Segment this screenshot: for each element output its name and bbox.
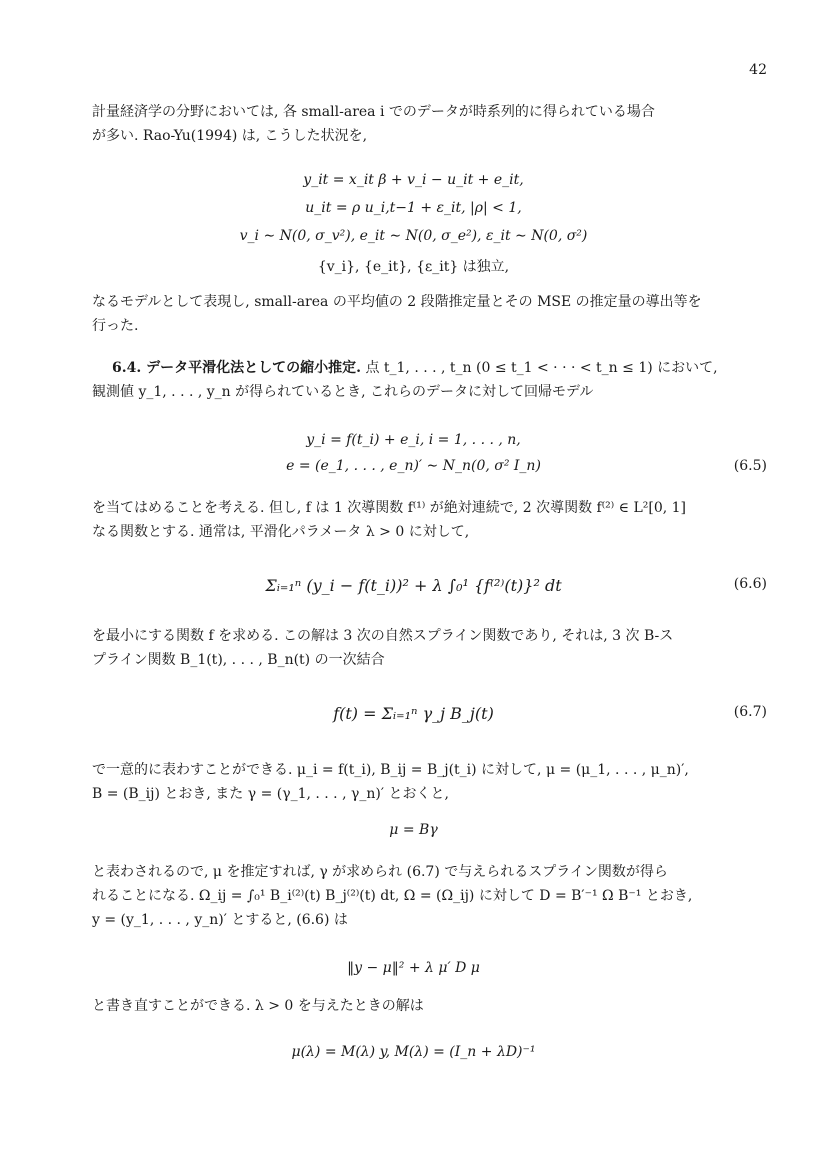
section-heading: 6.4. データ平滑化法としての縮小推定. xyxy=(112,360,361,376)
equation-6-5-line-1: y_i = f(t_i) + e_i, i = 1, . . . , n, xyxy=(306,432,521,448)
text-line: と書き直すことができる. λ > 0 を与えたときの解は xyxy=(92,998,424,1014)
text-line: 観測値 y_1, . . . , y_n が得られているとき, これらのデータに対して回帰モデル xyxy=(92,384,594,400)
text-line: 行った. xyxy=(92,318,139,334)
paragraph-spline-solution xyxy=(92,624,673,672)
equation-model-line-3: v_i ∼ N(0, σ_v²), e_it ∼ N(0, σ_e²), ε_it ∼ N(0, σ²) xyxy=(239,228,588,244)
text-line: れることになる. Ω_ij = ∫₀¹ B_i⁽²⁾(t) B_j⁽²⁾(t) dt, Ω = (Ω_ij) に対して D = B′⁻¹ Ω B⁻¹ とおき, xyxy=(92,888,693,904)
text-line: が多い. Rao-Yu(1994) は, こうした状況を, xyxy=(92,128,368,144)
text-line: で一意的に表わすことができる. μ_i = f(t_i), B_ij = B_j(t_i) に対して, μ = (μ_1, . . . , μ_n)′, xyxy=(92,762,689,778)
equation-model-line-2: u_it = ρ u_i,t−1 + ε_it, |ρ| < 1, xyxy=(305,200,522,216)
text-line: なるモデルとして表現し, small-area の平均値の 2 段階推定量とその MSE の推定量の導出等を xyxy=(92,294,702,310)
text-line: B = (B_ij) とおき, また γ = (γ_1, . . . , γ_n)′ とおくと, xyxy=(92,786,449,802)
paragraph-estimation xyxy=(92,860,692,932)
text-line: プライン関数 B_1(t), . . . , B_n(t) の一次結合 xyxy=(92,652,385,668)
paragraph-representation xyxy=(92,758,689,806)
equation-number-6-5: (6.5) xyxy=(733,458,767,474)
equation-mu: μ = Bγ xyxy=(389,822,438,838)
equation-solution: μ(λ) = M(λ) y, M(λ) = (I_n + λD)⁻¹ xyxy=(291,1044,536,1060)
section-6-4-cont xyxy=(92,380,593,404)
paragraph-model-description xyxy=(92,290,702,338)
section-first-line xyxy=(112,356,718,380)
equation-6-7: f(t) = Σᵢ₌₁ⁿ γ_j B_j(t) xyxy=(333,704,494,723)
equation-6-6: Σᵢ₌₁ⁿ (y_i − f(t_i))² + λ ∫₀¹ {f⁽²⁾(t)}² dt xyxy=(265,576,562,595)
text-line: なる関数とする. 通常は, 平滑化パラメータ λ > 0 に対して, xyxy=(92,524,470,540)
text-line: 計量経済学の分野においては, 各 small-area i でのデータが時系列的に得られている場合 xyxy=(92,104,655,120)
text-line: y = (y_1, . . . , y_n)′ とすると, (6.6) は xyxy=(92,912,348,928)
equation-penalized-norm: ‖y − μ‖² + λ μ′ D μ xyxy=(347,960,480,976)
section-6-4 xyxy=(112,356,718,380)
text-line: を当てはめることを考える. 但し, f は 1 次導関数 f⁽¹⁾ が絶対連続で, 2 次導関数 f⁽²⁾ ∈ L²[0, 1] xyxy=(92,500,687,516)
equation-number-6-6: (6.6) xyxy=(733,576,767,592)
text-line: と表わされるので, μ を推定すれば, γ が求められ (6.7) で与えられるスプライン関数が得ら xyxy=(92,864,668,880)
page-number: 42 xyxy=(749,62,767,78)
equation-6-5-line-2: e = (e_1, . . . , e_n)′ ∼ N_n(0, σ² I_n) xyxy=(286,458,541,474)
paragraph-intro xyxy=(92,100,655,148)
equation-model-line-1: y_it = x_it β + v_i − u_it + e_it, xyxy=(303,172,524,188)
text-line: を最小にする関数 f を求める. この解は 3 次の自然スプライン関数であり, それは, 3 次 B-ス xyxy=(92,628,674,644)
text-line: 点 t_1, . . . , t_n (0 ≤ t_1 < · · · < t_n ≤ 1) において, xyxy=(365,360,718,376)
equation-number-6-7: (6.7) xyxy=(733,704,767,720)
equation-model-line-4: {v_i}, {e_it}, {ε_it} は独立, xyxy=(317,259,510,275)
paragraph-rewrite xyxy=(92,994,424,1018)
paragraph-assumptions xyxy=(92,496,686,544)
